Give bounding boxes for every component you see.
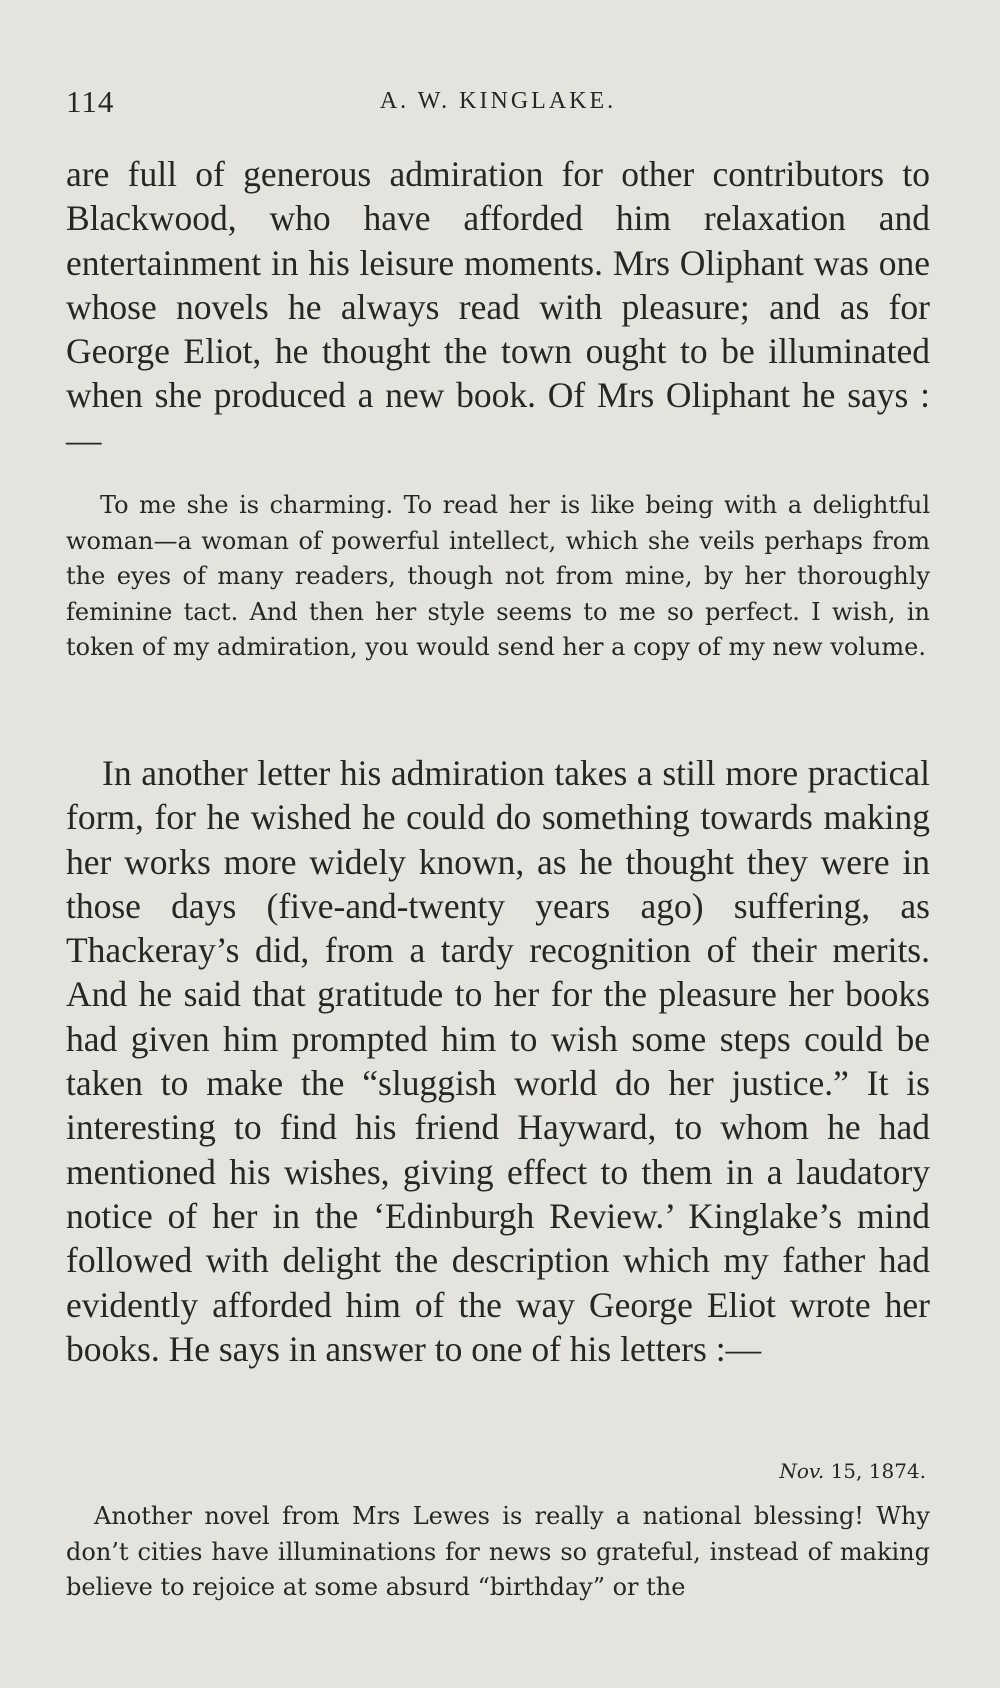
block-quote-letter: Another novel from Mrs Lewes is really a national blessing! Why don’t cities have illuminations for news so grateful, instead of making believe to rejoice at some absurd “birthday” or the: [66, 1502, 930, 1602]
page-number: 114: [66, 84, 115, 119]
letter-date-rest: 15, 1874.: [824, 1459, 926, 1483]
letter-date: [779, 1459, 926, 1483]
letter-date-month: Nov.: [779, 1459, 825, 1483]
body-paragraph-1: are full of generous admiration for other contributors to Blackwood, who have afforded him relaxation and entertainment in his leisure moments. Mrs Oliphant was one whose novels he always read with pleasure; and as for George Eliot, he thought the town ought to be illuminated when she produced a new book. Of Mrs Oliphant he says :—: [66, 154, 930, 460]
body-paragraph-2: In another letter his admiration takes a still more practical form, for he wished he could do something towards making her works more widely known, as he thought they were in those days (five-and-twenty years ago) suffering, as Thackeray’s did, from a tardy recognition of their merits. And he said that gratitude to her for the pleasure her books had given him prompted him to wish some steps could be taken to make the “sluggish world do her justice.” It is interesting to find his friend Hayward, to whom he had mentioned his wishes, giving effect to them in a laudatory notice of her in the ‘Edinburgh Review.’ Kinglake’s mind followed with delight the description which my father had evidently afforded him of the way George Eliot wrote her books. He says in answer to one of his letters :—: [66, 753, 930, 1369]
running-head: [66, 84, 930, 124]
block-quote-oliphant: To me she is charming. To read her is like being with a delightful woman—a woman of powerful intellect, which she veils perhaps from the eyes of many readers, though not from mine, by her thoroughly feminine tact. And then her style seems to me so perfect. I wish, in token of my admiration, you would send her a copy of my new volume.: [66, 491, 930, 662]
running-title: A. W. KINGLAKE.: [379, 88, 617, 114]
